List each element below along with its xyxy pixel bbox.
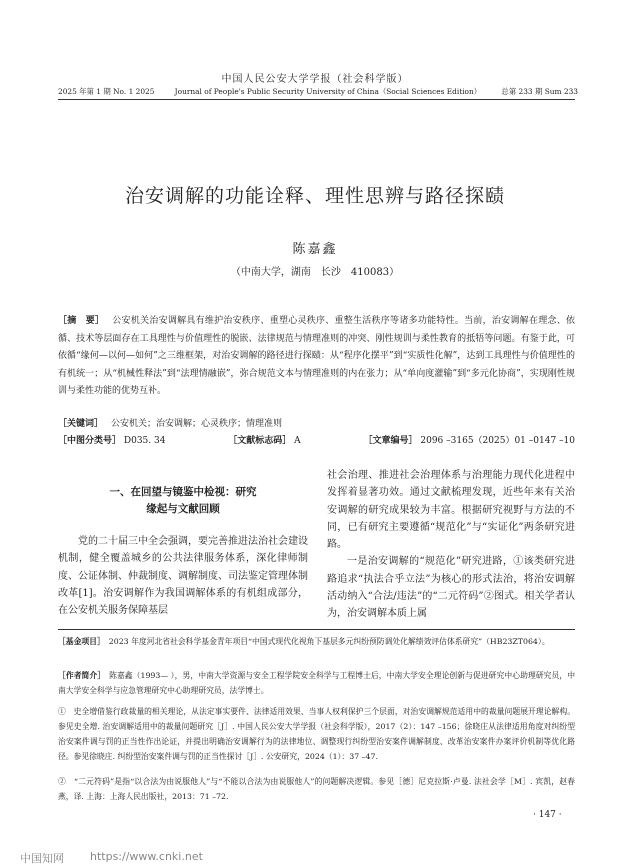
body-paragraph: 党的二十届三中全会强调，要完善推进法治社会建设机制，健全覆盖城乡的公共法律服务体系，深化律师制度、公证体制、仲裁制度、调解制度、司法鉴定管理体制改革[1]。治安调解作为我国调解体系的有机组成部分，在公安机关服务保障基层 [58, 536, 308, 617]
article-number-value: 2096 –3165（2025）01 –0147 –10 [420, 436, 575, 446]
page-number: · 147 · [533, 810, 562, 820]
keywords [58, 416, 575, 429]
author-bio [58, 668, 575, 698]
doc-code-field [228, 433, 300, 446]
clc-field [58, 433, 165, 446]
issue-left: 2025 年第 1 期 No. 1 2025 [58, 87, 155, 96]
issue-line [58, 86, 578, 97]
article-number-label: ［文章编号］ [363, 436, 418, 446]
body-paragraph: 一是治安调解的“规范化”研究进路，①该类研究进路追求“执法合乎立法”为核心的形式法治，将治安调解活动纳入“合法/违法”的“二元符码”②图式。相关学者认为，治安调解本质上属 [327, 556, 575, 620]
article-number-field [363, 433, 575, 446]
abstract-text: 公安机关治安调解具有维护治安秩序、重塑心灵秩序、重整生活秩序等诸多功能特性。当前，治安调解在理念、依循、技术等层面存在工具理性与价值理性的脱嵌、法律规范与情理准则的冲突、刚性规训与柔性教育的抵牾等问题。有鉴于此，可依循“缘何—以何—如何”之三维框架，对治安调解的路径进行探赜：从“程序化摆平”到“实质性化解”，达到工具理性与价值理性的有机统一；从“机械性释法”到“法理情融嵌”，弥合规范文本与情理准则的内在张力；从“单向度灌输”到“多元化协商”，实现刚性规训与柔性功能的优势互补。 [58, 316, 575, 397]
abstract [58, 313, 575, 401]
doc-code-value: A [294, 436, 301, 446]
section-heading-line2: 缘起与文献回顾 [146, 503, 220, 515]
issue-center: Journal of People's Public Security University of China（Social Sciences Edition） [174, 87, 482, 96]
footnote-rule [58, 629, 575, 630]
footnote-2: ② “二元符码”是指“以合法为由说服他人”与“不能以合法为由说服他人”的问题解决逻辑。参见［德］尼克拉斯·卢曼. 法社会学［M］. 宾凯，赵春燕，译. 上海：上海人民出版社，2013：71 –72. [58, 777, 575, 801]
doc-code-label: ［文献标志码］ [228, 436, 292, 446]
clc-label: ［中图分类号］ [58, 436, 122, 446]
author-name: 陈嘉鑫 [292, 242, 338, 257]
keywords-label: ［关键词］ [58, 419, 104, 429]
section-heading [58, 484, 308, 518]
author-affiliation: （中南大学，湖南 长沙 410083） [230, 267, 400, 278]
cnki-url[interactable]: https://www.cnki.net [90, 850, 203, 863]
clc-value: D035. 34 [123, 436, 166, 446]
cnki-watermark [0, 850, 630, 868]
issue-right: 总第 233 期 Sum 233 [501, 87, 578, 96]
footnote-1: ① 史全增借鉴行政裁量的相关理论，从法定事实要件、法律适用效果、当事人权利保护三个层面，对治安调解规范适用中的裁量问题展开理论解构。参见史全增. 治安调解适用中的裁量问题研究［J］. 中国人民公安大学学报（社会科学版），2017（2）：147 –156；徐晓庄从法律适用角度对纠纷型治安案件调与罚的正当性作出论证，并提出明确治安调解行为的法律地位、调整现行纠纷型治安案件调解制度、改革治安案件办案评价机制等优化路径。参见徐晓庄. 纠纷型治安案件调与罚的正当性探讨［J］. 公安研究，2024（1）：37 –47. [58, 707, 575, 761]
bio-label: ［作者简介］ [58, 671, 106, 680]
bio-text: 陈嘉鑫（1993— ），男，中南大学资源与安全工程学院安全科学与工程博士后，中南大学安全理论创新与促进研究中心助理研究员，中南大学安全科学与应急管理研究中心助理研究员，法学博士。 [58, 671, 575, 695]
article-title: 治安调解的功能诠释、理性思辨与路径探赜 [124, 185, 505, 207]
body-paragraph: 社会治理、推进社会治理体系与治理能力现代化进程中发挥着显著功效。通过文献梳理发现，近些年来有关治安调解的研究成果较为丰富。根据研究视野与方法的不同，已有研究主要遵循“规范化”与“实证化”两条研究进路。 [327, 470, 575, 551]
fund-text: 2023 年度河北省社会科学基金青年项目“中国式现代化视角下基层多元纠纷预防调处化解绩效评估体系研究”（HB23ZT064）。 [108, 637, 550, 646]
fund-note [58, 634, 575, 649]
header-rule [58, 99, 575, 100]
abstract-label: ［摘 要］ [58, 316, 105, 326]
classification-line [58, 433, 575, 446]
journal-name: 中国人民公安大学学报（社会科学版） [221, 74, 409, 85]
section-heading-line1: 一、在回望与镜鉴中检视：研究 [109, 486, 257, 498]
cnki-logo: 中国知网 [20, 852, 64, 865]
keywords-text: 公安机关；治安调解；心灵秩序；情理准则 [111, 419, 283, 429]
body-right-column [327, 467, 575, 623]
body-left-column [58, 533, 308, 619]
fund-label: ［基金项目］ [58, 637, 105, 646]
